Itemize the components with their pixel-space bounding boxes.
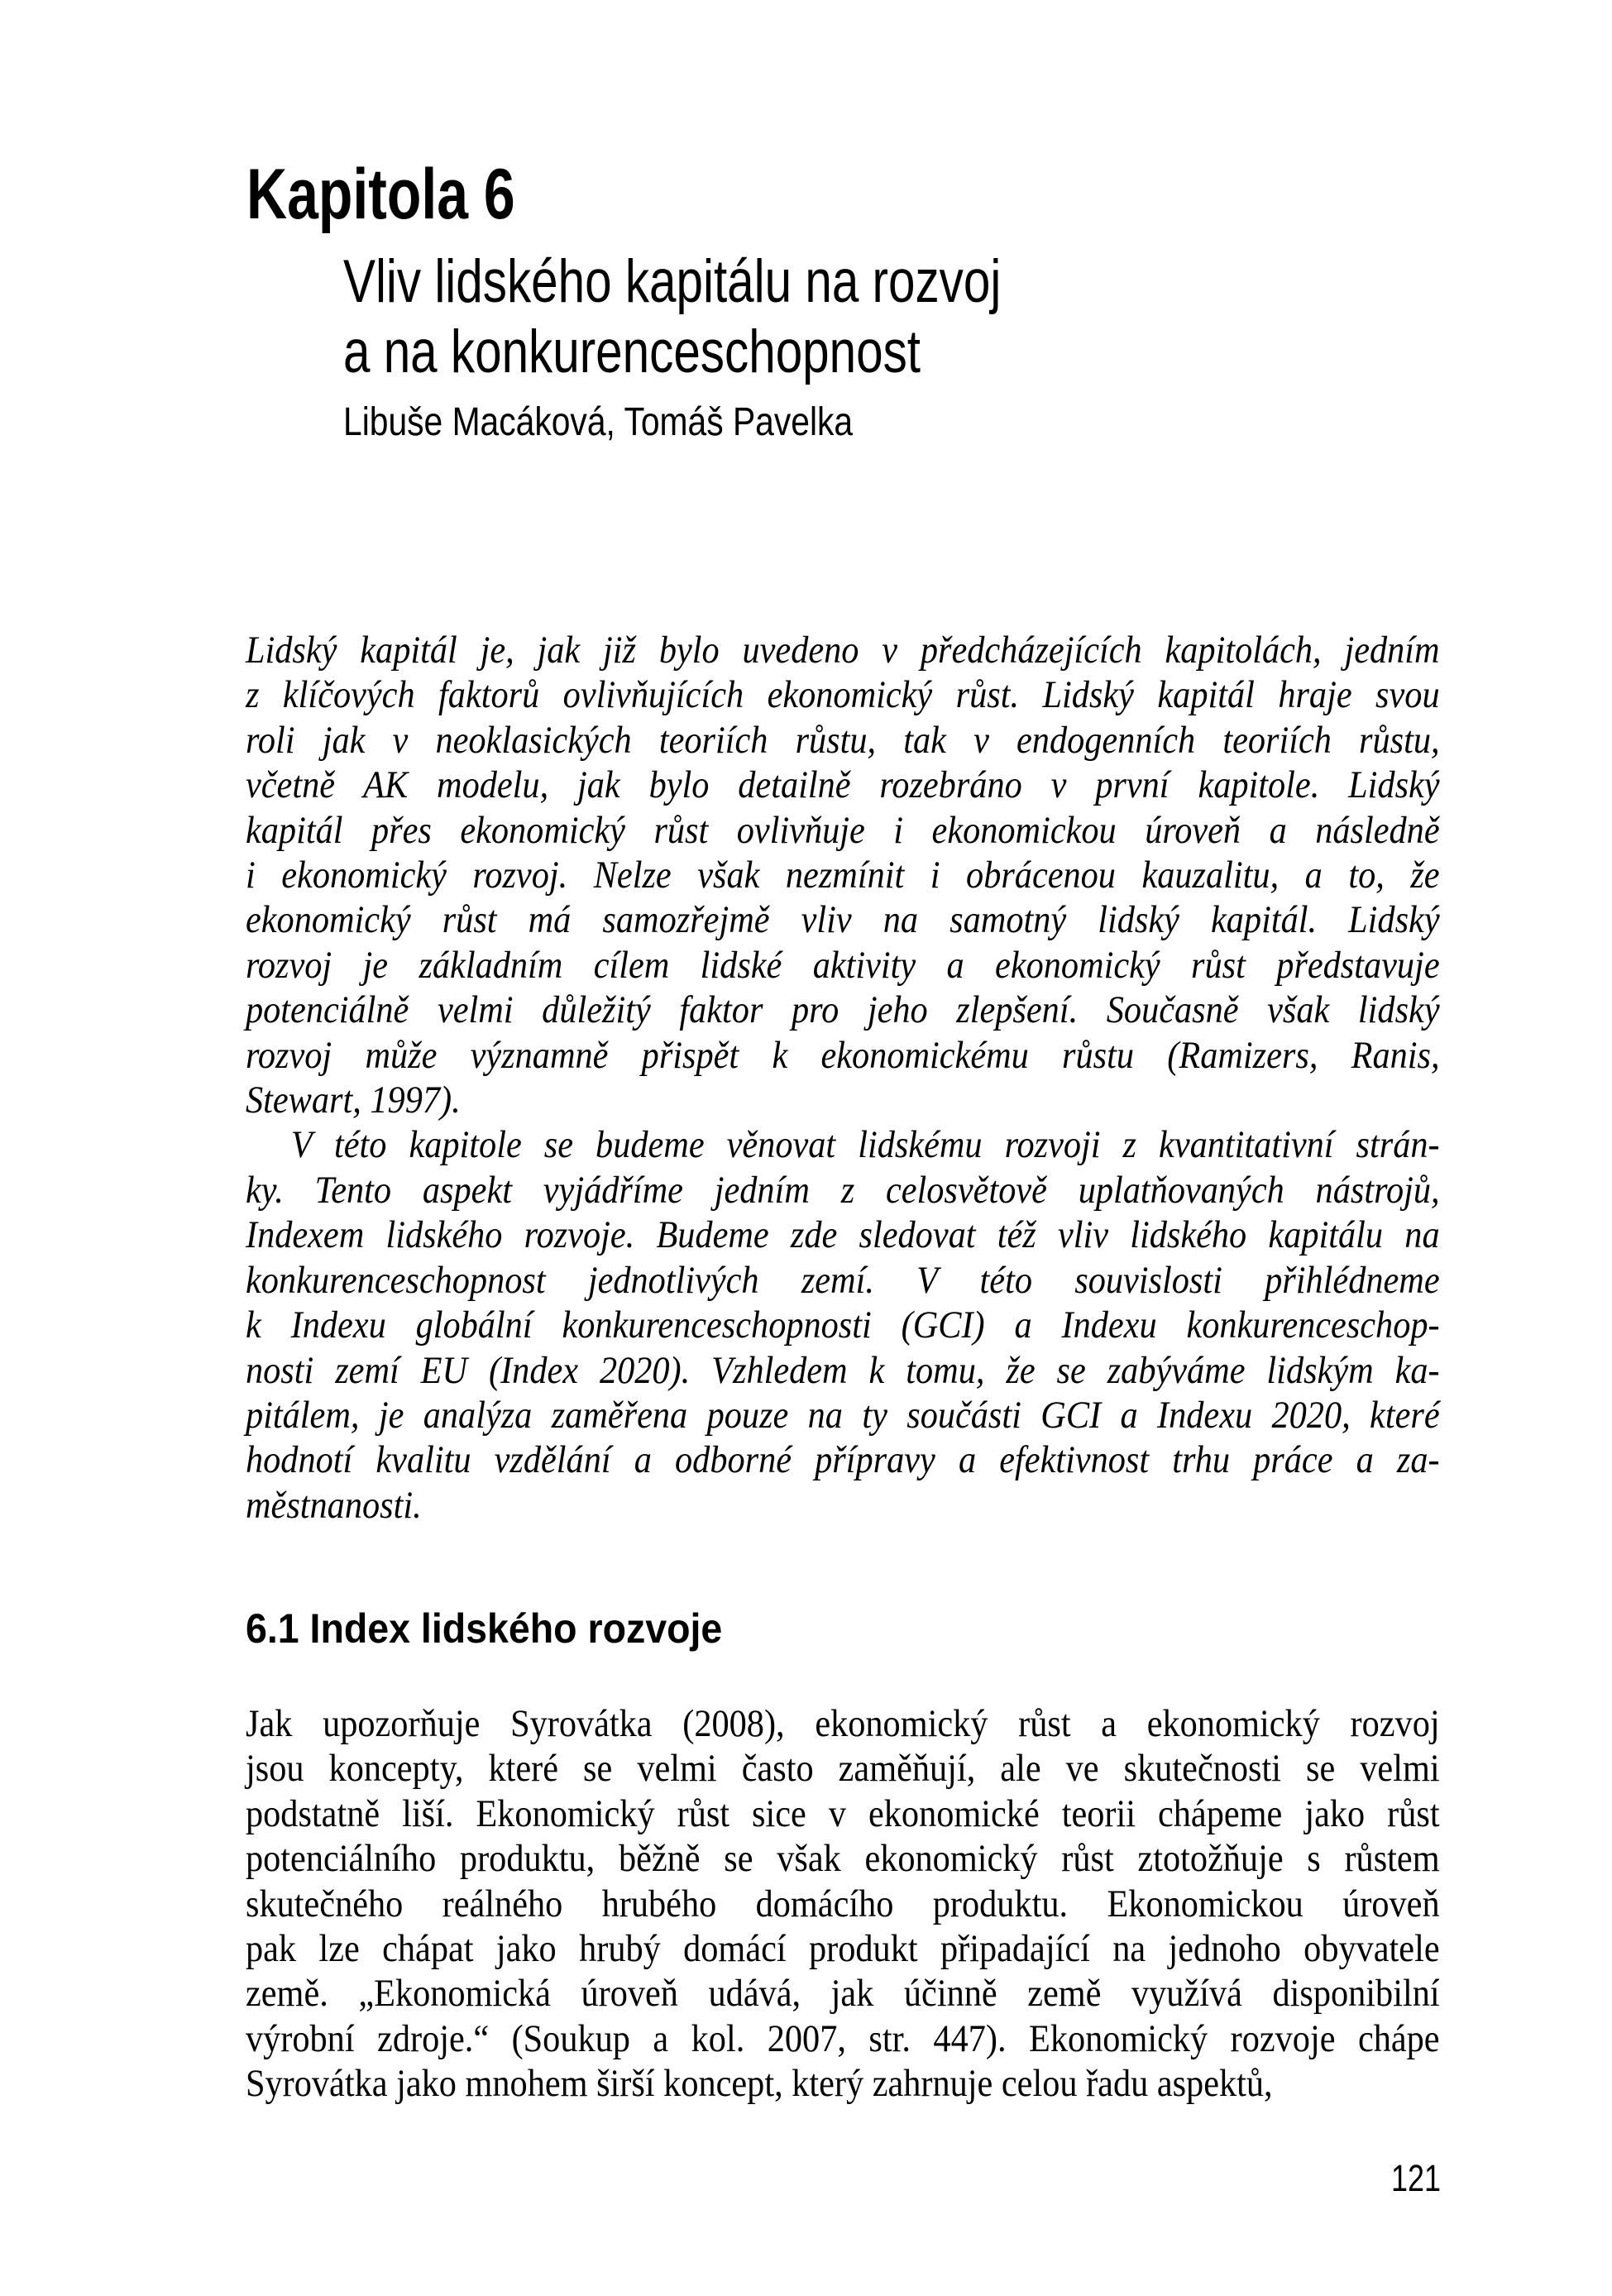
text-line: skutečného reálného hrubého domácího produktu. Ekonomickou úroveň bbox=[246, 1882, 1440, 1925]
text-line: nosti zemí EU (Index 2020). Vzhledem k tomu, že se zabýváme lidským ka- bbox=[246, 1348, 1440, 1392]
text-line: Indexem lidského rozvoje. Budeme zde sledovat též vliv lidského kapitálu na bbox=[246, 1213, 1440, 1257]
text-line: Stewart, 1997). bbox=[246, 1079, 461, 1122]
text-line: roli jak v neoklasických teoriích růstu, tak v endogenních teoriích růstu, bbox=[246, 718, 1440, 762]
text-line: k Indexu globální konkurenceschopnosti (GCI) a Indexu konkurenceschop- bbox=[246, 1303, 1440, 1347]
text-line: potenciálního produktu, běžně se však ekonomický růst ztotožňuje s růstem bbox=[246, 1837, 1440, 1881]
paragraph bbox=[246, 1122, 1440, 1528]
lead-paragraphs bbox=[246, 628, 1440, 1528]
text-line: pitálem, je analýza zaměřena pouze na ty součásti GCI a Indexu 2020, které bbox=[246, 1393, 1440, 1437]
text-line: jsou koncepty, které se velmi často zaměňují, ale ve skutečnosti se velmi bbox=[246, 1747, 1440, 1791]
chapter-title-line-1: Vliv lidského kapitálu na rozvoj bbox=[343, 248, 1002, 315]
text-line: hodnotí kvalitu vzdělání a odborné přípravy a efektivnost trhu práce a za- bbox=[246, 1438, 1440, 1482]
text-line: z klíčových faktorů ovlivňujících ekonomický růst. Lidský kapitál hraje svou bbox=[246, 673, 1440, 717]
text-line: rozvoj může významně přispět k ekonomickému růstu (Ramizers, Ranis, bbox=[246, 1033, 1440, 1077]
chapter-authors: Libuše Macáková, Tomáš Pavelka bbox=[343, 400, 854, 444]
text-line: podstatně liší. Ekonomický růst sice v ekonomické teorii chápeme jako růst bbox=[246, 1791, 1440, 1835]
chapter-title bbox=[343, 246, 1001, 387]
text-line: i ekonomický rozvoj. Nelze však nezmínit i obrácenou kauzalitu, a to, že bbox=[246, 854, 1440, 897]
page-number: 121 bbox=[1390, 2157, 1441, 2199]
page-number-row bbox=[246, 2157, 1441, 2199]
text-line: konkurenceschopnost jednotlivých zemí. V této souvislosti přihlédneme bbox=[246, 1258, 1440, 1302]
section-heading: 6.1 Index lidského rozvoje bbox=[246, 1605, 723, 1652]
text-line: kapitál přes ekonomický růst ovlivňuje i ekonomickou úroveň a následně bbox=[246, 808, 1440, 852]
text-line: potenciálně velmi důležitý faktor pro jeho zlepšení. Současně však lidský bbox=[246, 988, 1440, 1032]
paragraph bbox=[246, 1701, 1440, 2107]
text-line: pak lze chápat jako hrubý domácí produkt připadající na jednoho obyvatele bbox=[246, 1927, 1440, 1971]
text-line: rozvoj je základním cílem lidské aktivity a ekonomický růst představuje bbox=[246, 943, 1440, 987]
section-paragraphs bbox=[246, 1701, 1440, 2107]
text-line: V této kapitole se budeme věnovat lidskému rozvoji z kvantitativní strán- bbox=[290, 1123, 1440, 1167]
chapter-number: Kapitola 6 bbox=[246, 155, 515, 234]
text-line: Lidský kapitál je, jak již bylo uvedeno v předcházejících kapitolách, jedním bbox=[246, 629, 1440, 672]
text-line: Jak upozorňuje Syrovátka (2008), ekonomický růst a ekonomický rozvoj bbox=[246, 1702, 1440, 1745]
text-line: výrobní zdroje.“ (Soukup a kol. 2007, str. 447). Ekonomický rozvoje chápe bbox=[246, 2016, 1440, 2060]
text-line: včetně AK modelu, jak bylo detailně rozebráno v první kapitole. Lidský bbox=[246, 763, 1440, 807]
paragraph bbox=[246, 628, 1440, 1122]
chapter-title-line-2: a na konkurenceschopnost bbox=[343, 318, 921, 385]
text-line: ekonomický růst má samozřejmě vliv na samotný lidský kapitál. Lidský bbox=[246, 898, 1440, 942]
text-line: země. „Ekonomická úroveň udává, jak účinně země využívá disponibilní bbox=[246, 1972, 1440, 2016]
text-line: Syrovátka jako mnohem širší koncept, který zahrnuje celou řadu aspektů, bbox=[246, 2062, 1273, 2106]
text-line: městnanosti. bbox=[246, 1483, 422, 1527]
text-line: ky. Tento aspekt vyjádříme jedním z celosvětově uplatňovaných nástrojů, bbox=[246, 1168, 1440, 1212]
